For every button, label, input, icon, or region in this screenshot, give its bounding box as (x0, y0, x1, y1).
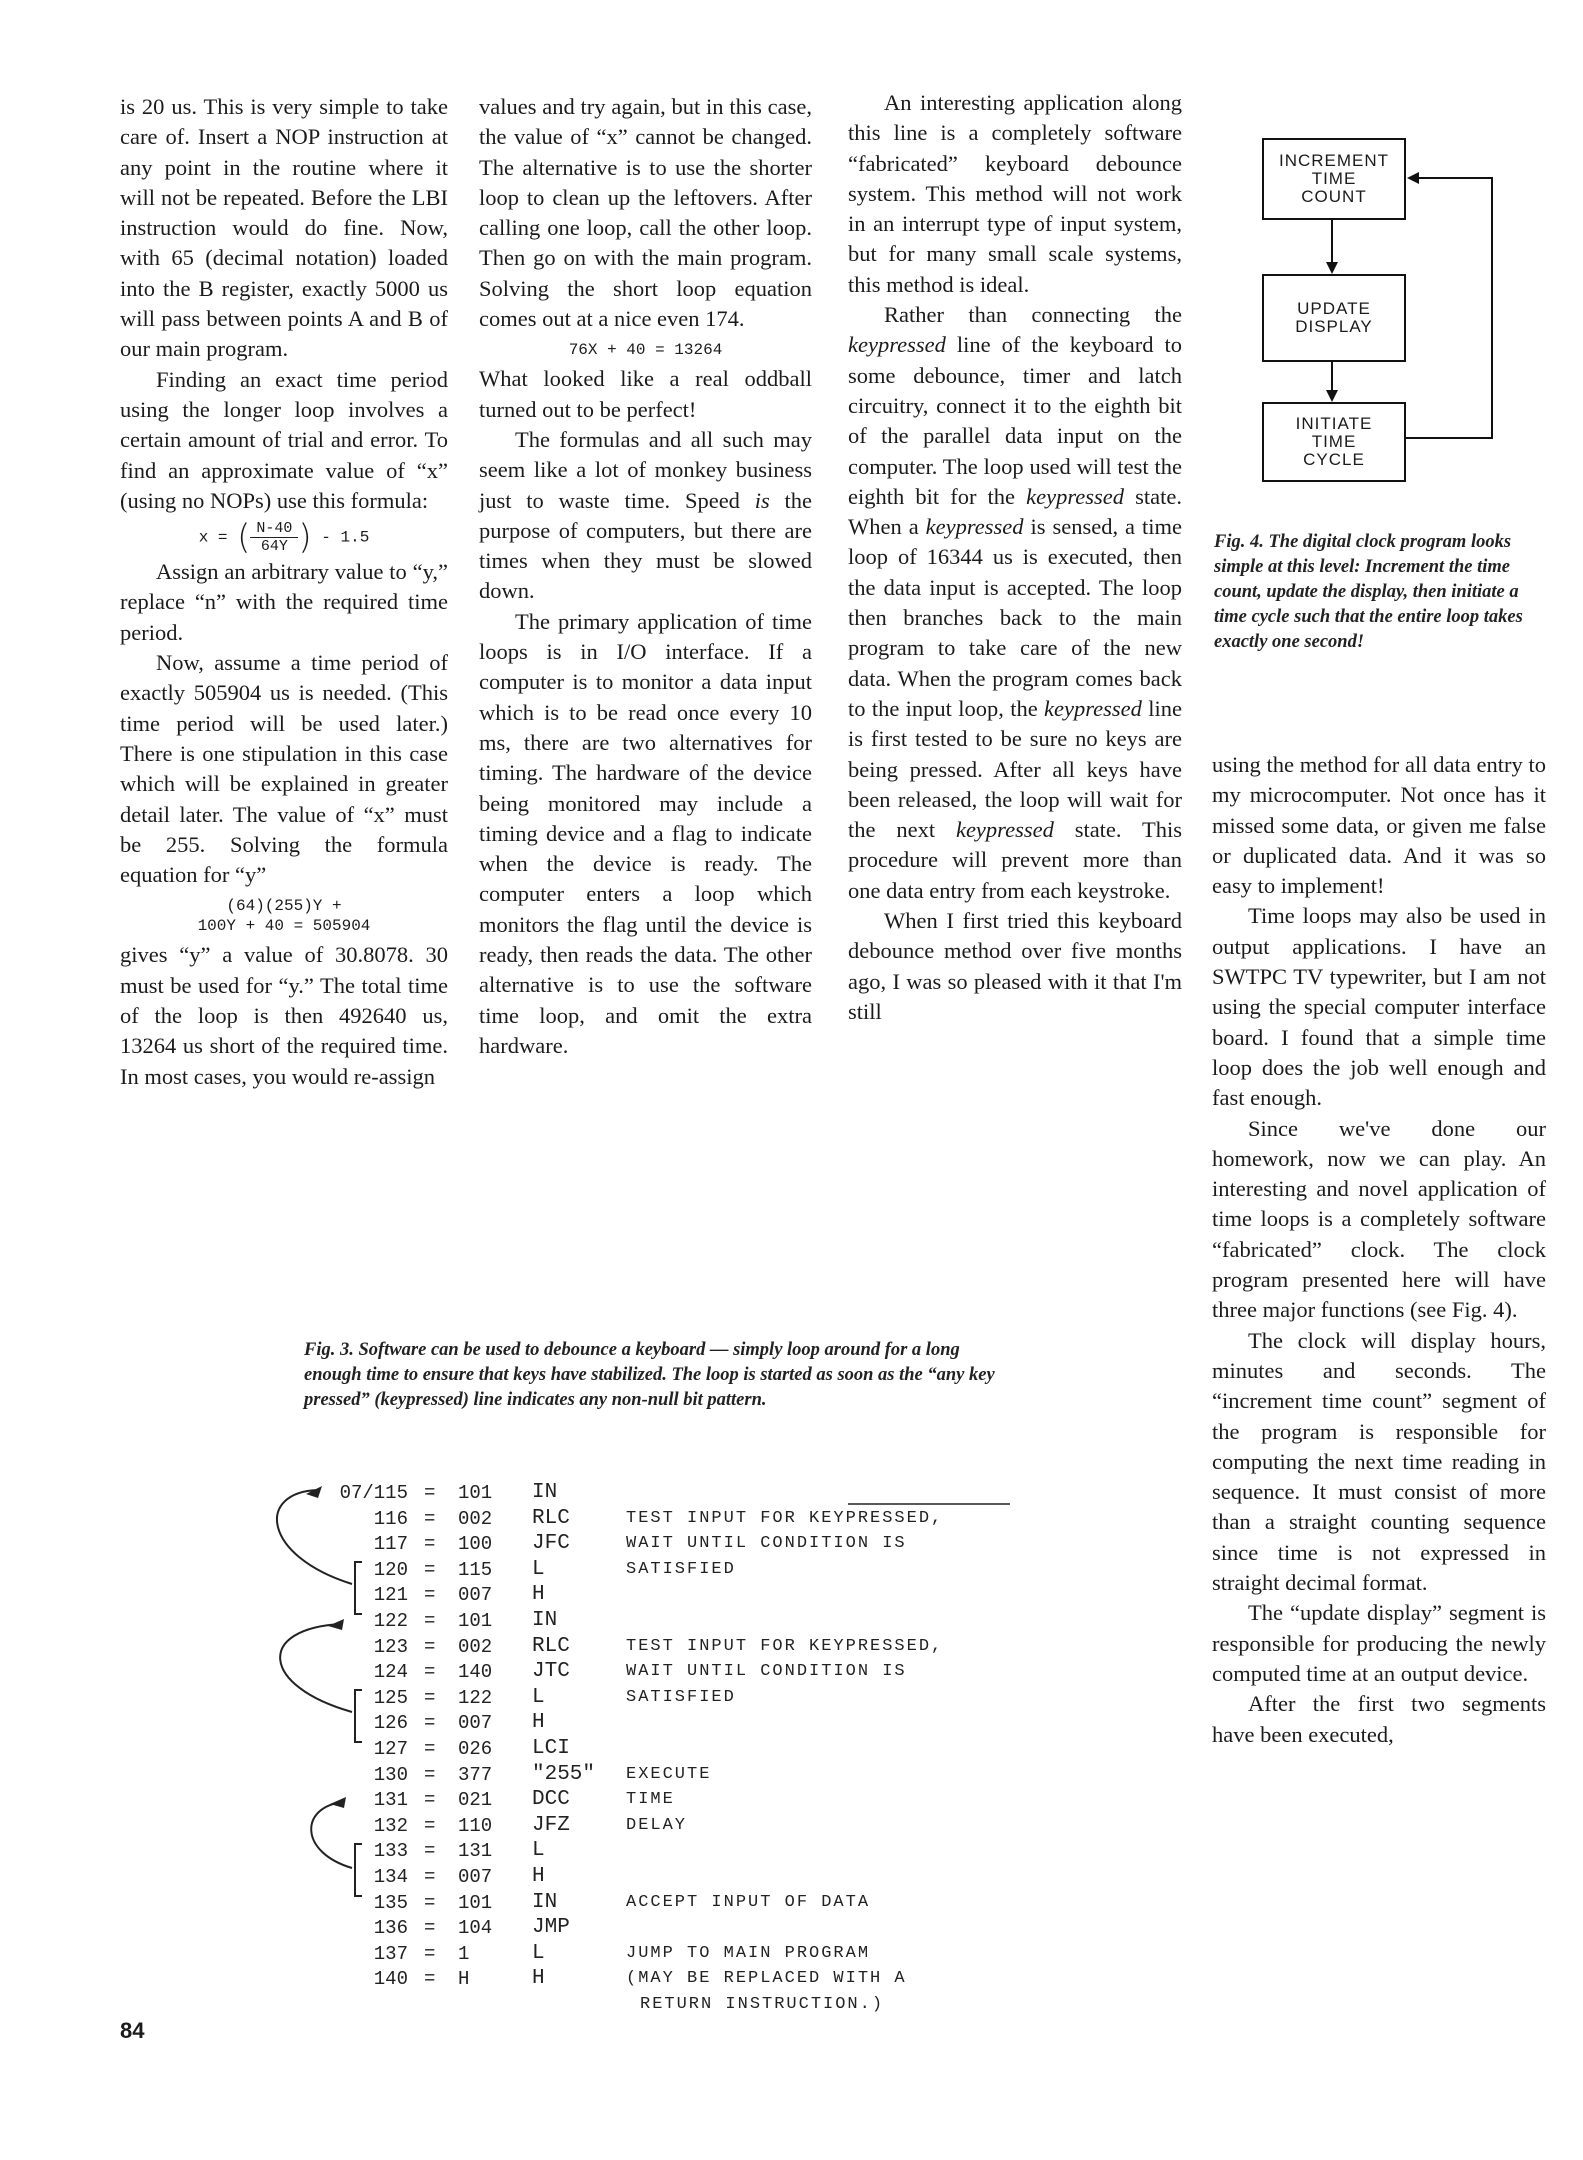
text: state. This procedure will prevent more than one data entry from each keystroke. (848, 817, 1182, 903)
arrow-head (1326, 262, 1338, 274)
listing-address: 130 (373, 1763, 408, 1786)
paragraph: Finding an exact time period using the longer loop involves a certain amount of trial and error. To find an approximate value of “x” (using no NOPs) use this formula: (120, 366, 448, 513)
left-paren: ( (237, 517, 251, 558)
paragraph: An interesting application along this line is a completely software “fabricated” keyboard debounce system. This method will not work in an interrupt type of input system, but for many small scale systems, this method is ideal. (848, 90, 1182, 297)
listing-opcode: JMP (532, 1916, 570, 1940)
fig4-caption: Fig. 4. The digital clock program looks simple at this level: Increment the time count, update the display, then initiate a time cycle such that the entire loop takes exactly one second! (1214, 532, 1523, 652)
listing-equals: = (424, 1661, 436, 1684)
listing-opcode: LCI (532, 1737, 570, 1760)
listing-opcode: H (532, 1583, 545, 1607)
listing-equals: = (424, 1584, 436, 1607)
listing-address: 133 (373, 1840, 408, 1863)
listing-address: 135 (373, 1891, 408, 1914)
listing-opcode: L (532, 1839, 545, 1863)
listing-opcode: JFC (532, 1532, 570, 1556)
listing-comment: WAIT UNTIL CONDITION IS (626, 1662, 907, 1682)
listing-value: 100 (458, 1533, 493, 1556)
listing-opcode: L (532, 1685, 545, 1709)
listing-equals: = (424, 1738, 436, 1760)
formula-lhs: x = (198, 528, 228, 547)
listing-address: 125 (373, 1686, 408, 1709)
paragraph: Time loops may also be used in output applications. I have an SWTPC TV typewriter, but I am not using the special computer interface board. I found that a simple time loop does the job well enough and fast enough. (1212, 903, 1546, 1111)
paragraph: values and try again, but in this case, the value of “x” cannot be changed. The alternative is to use the shorter loop to clean up the leftovers. After calling one loop, call the other loop. Then go on with the main program. Solving the short loop equation comes out at a nice even 174. (479, 94, 812, 332)
listing-equals: = (424, 1917, 436, 1940)
numerator: N-40 (250, 520, 298, 538)
paragraph: using the method for all data entry to my microcomputer. Not once has it missed some data, or given me false or duplicated data. And it was so easy to implement! (1212, 752, 1546, 899)
listing-equals: = (424, 1533, 436, 1556)
listing-equals: = (424, 1686, 436, 1709)
listing-value: 1 (458, 1942, 470, 1965)
listing-address: 134 (373, 1866, 408, 1888)
listing-value: 377 (458, 1763, 493, 1786)
paragraph: What looked like a real oddball turned out to be perfect! (479, 366, 812, 422)
arrow-head (1326, 390, 1338, 402)
listing-address: 123 (373, 1635, 408, 1658)
text: line is first tested to be sure no keys are being pressed. After all keys have been released, the loop will wait for the next (848, 695, 1183, 843)
paragraph: Now, assume a time period of exactly 505904 us is needed. (This time period will be used later.) There is one stipulation in this case which will be explained in greater detail later. The value of “x” must be 255. Solving the formula equation for “y” (120, 650, 448, 888)
emphasis: keypressed (1026, 483, 1125, 509)
listing-opcode: RLC (532, 1634, 570, 1658)
listing-value: 101 (458, 1482, 493, 1504)
emphasis: keypressed (848, 332, 946, 358)
emphasis: keypressed (1044, 695, 1142, 721)
listing-address: 126 (373, 1712, 408, 1735)
listing-value: 002 (458, 1635, 493, 1658)
listing-opcode: H (532, 1967, 545, 1991)
listing-address: 120 (373, 1558, 408, 1581)
text: is sensed, a time loop of 16344 us is executed, then the data input is accepted. The loop then branches back to the main program to take care of the new data. When the program comes back to the input loop, the (848, 514, 1182, 721)
paragraph: is 20 us. This is very simple to take care of. Insert a NOP instruction at any point in the routine where it will not be repeated. Before the LBI instruction would do fine. Now, with 65 (decimal notation) loaded into the B register, exactly 5000 us will pass between points A and B of our main program. (120, 94, 448, 362)
listing-opcode: H (532, 1865, 545, 1888)
update-display-box (1262, 274, 1406, 362)
listing-opcode: L (532, 1557, 545, 1581)
listing-comment: JUMP TO MAIN PROGRAM (626, 1943, 871, 1963)
listing-address: 137 (373, 1942, 408, 1965)
listing-equals: = (424, 1942, 436, 1965)
denominator: 64Y (260, 538, 288, 556)
text: Rather than connecting the (884, 302, 1182, 328)
listing-comment: RETURN INSTRUCTION.) (640, 1995, 885, 2014)
paragraph: The “update display” segment is responsible for producing the newly computed time at an output device. (1212, 1600, 1546, 1686)
formula-line: (64)(255)Y + (226, 897, 342, 916)
text: The formulas and all such may seem like a lot of monkey business just to waste time. Speed (479, 426, 812, 513)
feedback-line (1405, 178, 1492, 438)
listing-opcode: IN (532, 1890, 558, 1914)
listing-value: 122 (458, 1686, 493, 1709)
listing-comment: ACCEPT INPUT OF DATA (626, 1892, 871, 1912)
listing-equals: = (424, 1814, 436, 1837)
listing-value: H (458, 1968, 470, 1991)
listing-equals: = (424, 1712, 436, 1735)
listing-value: 140 (458, 1661, 493, 1684)
paragraph: After the first two segments have been executed, (1212, 1691, 1546, 1747)
listing-equals: = (424, 1763, 436, 1786)
listing-address: 131 (373, 1789, 408, 1812)
listing-opcode: L (532, 1941, 545, 1965)
listing-address: 07/115 (339, 1482, 408, 1504)
listing-equals: = (424, 1891, 436, 1914)
text: line of the keyboard to some debounce, timer and latch circuitry, connect it to the eighth bit of the parallel data input on the computer. The loop used will test the eighth bit for the (848, 332, 1183, 509)
listing-equals: = (424, 1507, 436, 1530)
listing-opcode: IN (532, 1481, 558, 1504)
listing-comment: TEST INPUT FOR KEYPRESSED, (626, 1508, 944, 1528)
listing-value: 115 (458, 1558, 493, 1581)
listing-equals: = (424, 1866, 436, 1888)
listing-value: 104 (458, 1917, 493, 1940)
formula-line: 100Y + 40 = 505904 (197, 917, 371, 936)
box-label: INCREMENT TIME COUNT (1278, 151, 1390, 206)
listing-value: 131 (458, 1840, 493, 1863)
listing-equals: = (424, 1610, 436, 1632)
listing-address: 132 (373, 1814, 408, 1837)
listing-value: 002 (458, 1507, 493, 1530)
listing-opcode: IN (532, 1609, 558, 1632)
listing-value: 101 (458, 1891, 493, 1914)
text: state. When a (848, 483, 1182, 540)
paragraph: Since we've done our homework, now we can play. An interesting and novel application of time loops is a completely software “fabricated” clock. The clock program presented here will have three major functions (see Fig. 4). (1212, 1115, 1546, 1323)
formula-short: 76X + 40 = 13264 (568, 341, 723, 360)
paragraph: Assign an arbitrary value to “y,” replace “n” with the required time period. (120, 559, 448, 645)
listing-address: 121 (373, 1584, 408, 1607)
listing-value: 021 (458, 1789, 493, 1812)
listing-address: 127 (373, 1738, 408, 1760)
formula-rhs: - 1.5 (321, 528, 370, 547)
listing-equals: = (424, 1968, 436, 1991)
initiate-time-cycle-box (1262, 402, 1406, 482)
listing-equals: = (424, 1482, 436, 1504)
listing-address: 136 (373, 1917, 408, 1940)
emphasis: keypressed (955, 817, 1054, 843)
arrow-head (1407, 172, 1419, 184)
listing-address: 122 (373, 1610, 408, 1632)
listing-comment: EXECUTE (626, 1764, 712, 1784)
box-label: UPDATE DISPLAY (1295, 299, 1373, 336)
listing-opcode: JTC (532, 1660, 570, 1684)
fig3-caption: Fig. 3. Software can be used to debounce a keyboard — simply loop around for a long enough time to ensure that keys have stabilized. The loop is started as soon as the “any key pressed” (keypressed) line indicates any non-null bit pattern. (304, 1340, 995, 1410)
listing-comment: WAIT UNTIL CONDITION IS (626, 1534, 907, 1554)
listing-equals: = (424, 1840, 436, 1863)
page-number: 84 (120, 2018, 145, 2043)
listing-comment: (MAY BE REPLACED WITH A (626, 1969, 907, 1989)
listing-opcode: JFZ (532, 1813, 570, 1837)
listing-value: 007 (458, 1866, 493, 1888)
paragraph: gives “y” a value of 30.8078. 30 must be used for “y.” The total time of the loop is then 492640 us, 13264 us short of the required time. In most cases, you would re-assign (120, 942, 448, 1089)
listing-value: 026 (458, 1738, 493, 1760)
paragraph: When I first tried this keyboard debounce method over five months ago, I was so pleased with it that I'm still (848, 908, 1182, 1024)
listing-address: 124 (373, 1661, 408, 1684)
listing-comment: SATISFIED (626, 1559, 736, 1579)
increment-time-count-box (1262, 138, 1406, 220)
listing-address: 116 (373, 1507, 408, 1530)
listing-value: 110 (458, 1814, 493, 1837)
listing-comment: SATISFIED (626, 1687, 736, 1707)
listing-opcode: DCC (532, 1788, 570, 1812)
listing-comment: TIME (626, 1790, 675, 1810)
listing-value: 007 (458, 1712, 493, 1735)
right-paren: ) (298, 517, 312, 558)
listing-opcode: RLC (532, 1506, 570, 1530)
listing-opcode: "255" (532, 1762, 596, 1786)
listing-equals: = (424, 1558, 436, 1581)
box-label: INITIATE TIME CYCLE (1295, 414, 1373, 469)
listing-value: 101 (458, 1610, 493, 1632)
listing-address: 117 (373, 1533, 408, 1556)
listing-equals: = (424, 1789, 436, 1812)
listing-comment: TEST INPUT FOR KEYPRESSED, (626, 1636, 944, 1656)
text: the purpose of computers, but there are times when they must be slowed down. (479, 487, 813, 604)
listing-value: 007 (458, 1584, 493, 1607)
emphasis: keypressed (925, 514, 1024, 540)
emphasis: is (754, 487, 770, 513)
paragraph: The clock will display hours, minutes and seconds. The “increment time count” segment of the program is responsible for computing the next time reading in sequence. It must consist of more than a straight counting sequence since time is not expressed in straight decimal format. (1212, 1327, 1546, 1596)
listing-opcode: H (532, 1711, 545, 1735)
listing-comment: DELAY (626, 1815, 688, 1835)
listing-equals: = (424, 1635, 436, 1658)
paragraph: The primary application of time loops is in I/O interface. If a computer is to monitor a data input which is to be read once every 10 ms, there are two alternatives for timing. The hardware of the device being monitored may include a timing device and a flag to indicate when the device is ready. The computer enters a loop which monitors the flag until the device is ready, then reads the data. The other alternative is to use the software time loop, and omit the extra hardware. (479, 608, 812, 1058)
listing-address: 140 (373, 1968, 408, 1991)
